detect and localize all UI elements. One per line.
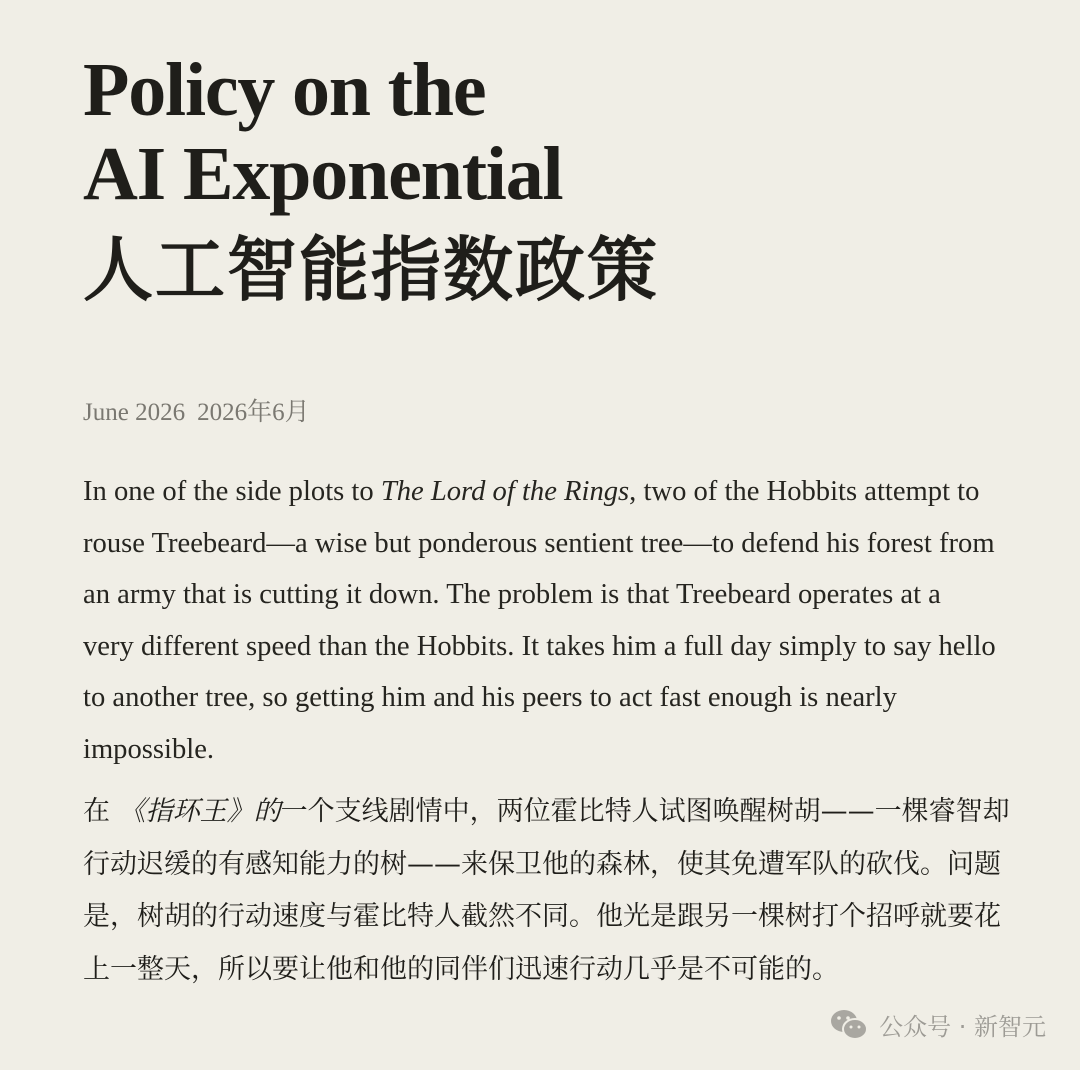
paragraph-zh-rest: 一个支线剧情中，两位霍比特人试图唤醒树胡——一棵睿智却行动迟缓的有感知能力的树——来保卫他的森林，使其免遭军队的砍伐。问题是，树胡的行动速度与霍比特人截然不同。他光是跟另一棵树打个招呼就要花上一整天，所以要让他和他的同伴们迅速行动几乎是不可能的。 [83, 796, 1010, 985]
paragraph-en-intro: In one of the side plots to [83, 476, 381, 507]
date-en: June 2026 [83, 399, 186, 426]
date-zh: 2026年6月 [197, 399, 310, 426]
paragraph-en [83, 466, 998, 775]
title-line-2: AI Exponential [83, 132, 563, 216]
book-title-zh: 《指环王》的 [118, 796, 281, 827]
book-title-en: The Lord of the Rings [380, 476, 630, 507]
page-title-zh: 人工智能指数政策 [83, 229, 659, 311]
paragraph-en-rest: , two of the Hobbits attempt to rouse Treebeard—a wise but ponderous sentient tree—to defend his forest from an army that is cutting it down. The problem is that Treebeard operates at a very different speed than the Hobbits. It takes him a full day simply to say hello to another tree, so getting him and his peers to act fast enough is nearly impossible. [83, 476, 996, 765]
title-line-1: Policy on the [83, 48, 486, 132]
dateline [83, 392, 310, 428]
paragraph-zh-intro: 在 [83, 796, 119, 827]
paragraph-zh [83, 786, 1018, 996]
page-title [83, 48, 562, 216]
watermark [829, 1007, 1046, 1042]
wechat-icon [829, 1008, 869, 1042]
watermark-text: 公众号 · 新智元 [879, 1013, 1046, 1041]
